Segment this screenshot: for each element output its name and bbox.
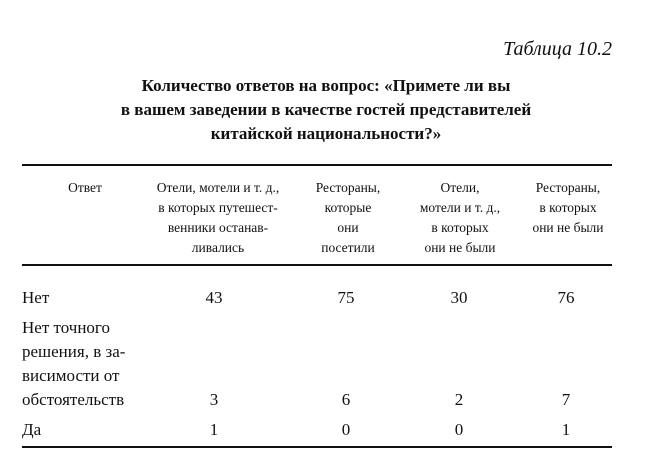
table-cell: 75 — [337, 288, 355, 307]
table-bottom-rule — [22, 446, 612, 448]
row-label-da — [22, 418, 41, 442]
table-cell: 2 — [454, 390, 464, 409]
header-col4-line-2: в которых — [539, 200, 597, 215]
header-col3 — [404, 178, 516, 258]
header-col3-line-4: они не были — [424, 240, 496, 255]
row-label-undecided — [22, 316, 125, 412]
header-col1-line-1: Отели, мотели и т. д., — [156, 180, 280, 195]
header-col4-line-3: они не были — [532, 220, 604, 235]
table-cell: 0 — [341, 420, 351, 439]
row-label-undecided-line-3: висимости от — [22, 366, 120, 385]
header-col2-line-4: посетили — [321, 240, 375, 255]
row-label-net-line-1: Нет — [22, 288, 50, 307]
header-col2-line-3: они — [337, 220, 359, 235]
header-col1 — [138, 178, 298, 258]
title-line-3: китайской национальности?» — [210, 124, 442, 143]
table-top-rule — [22, 164, 612, 166]
header-answer-text: Ответ — [68, 180, 102, 195]
header-answer — [50, 178, 120, 198]
table-cell: 30 — [450, 288, 468, 307]
header-col1-line-2: в которых путешест- — [158, 200, 278, 215]
table-cell: 6 — [341, 390, 351, 409]
table-cell: 1 — [209, 420, 219, 439]
header-col1-line-4: ливались — [191, 240, 245, 255]
title-line-1: Количество ответов на вопрос: «Примете ли вы — [141, 76, 511, 95]
row-label-undecided-line-4: обстоятельств — [22, 390, 125, 409]
row-label-da-line-1: Да — [22, 420, 42, 439]
header-col3-line-2: мотели и т. д., — [419, 200, 501, 215]
table-cell: 76 — [557, 288, 575, 307]
header-col3-line-3: в которых — [431, 220, 489, 235]
row-label-undecided-line-2: решения, в за- — [22, 342, 126, 361]
header-col4 — [516, 178, 620, 238]
table-cell: 0 — [454, 420, 464, 439]
table-cell: 3 — [209, 390, 219, 409]
header-col2-line-1: Рестораны, — [315, 180, 381, 195]
row-label-undecided-line-1: Нет точного — [22, 318, 110, 337]
table-title — [20, 74, 632, 146]
table-caption: Таблица 10.2 — [503, 38, 612, 60]
header-col2 — [298, 178, 398, 258]
title-line-2: в вашем заведении в качестве гостей представителей — [120, 100, 532, 119]
table-cell: 7 — [561, 390, 571, 409]
header-col1-line-3: венники останав- — [167, 220, 269, 235]
header-bottom-rule — [22, 264, 612, 266]
row-label-net — [22, 286, 49, 310]
table-cell: 1 — [561, 420, 571, 439]
header-col2-line-2: которые — [324, 200, 372, 215]
table-cell: 43 — [205, 288, 223, 307]
header-col4-line-1: Рестораны, — [535, 180, 601, 195]
header-col3-line-1: Отели, — [440, 180, 480, 195]
